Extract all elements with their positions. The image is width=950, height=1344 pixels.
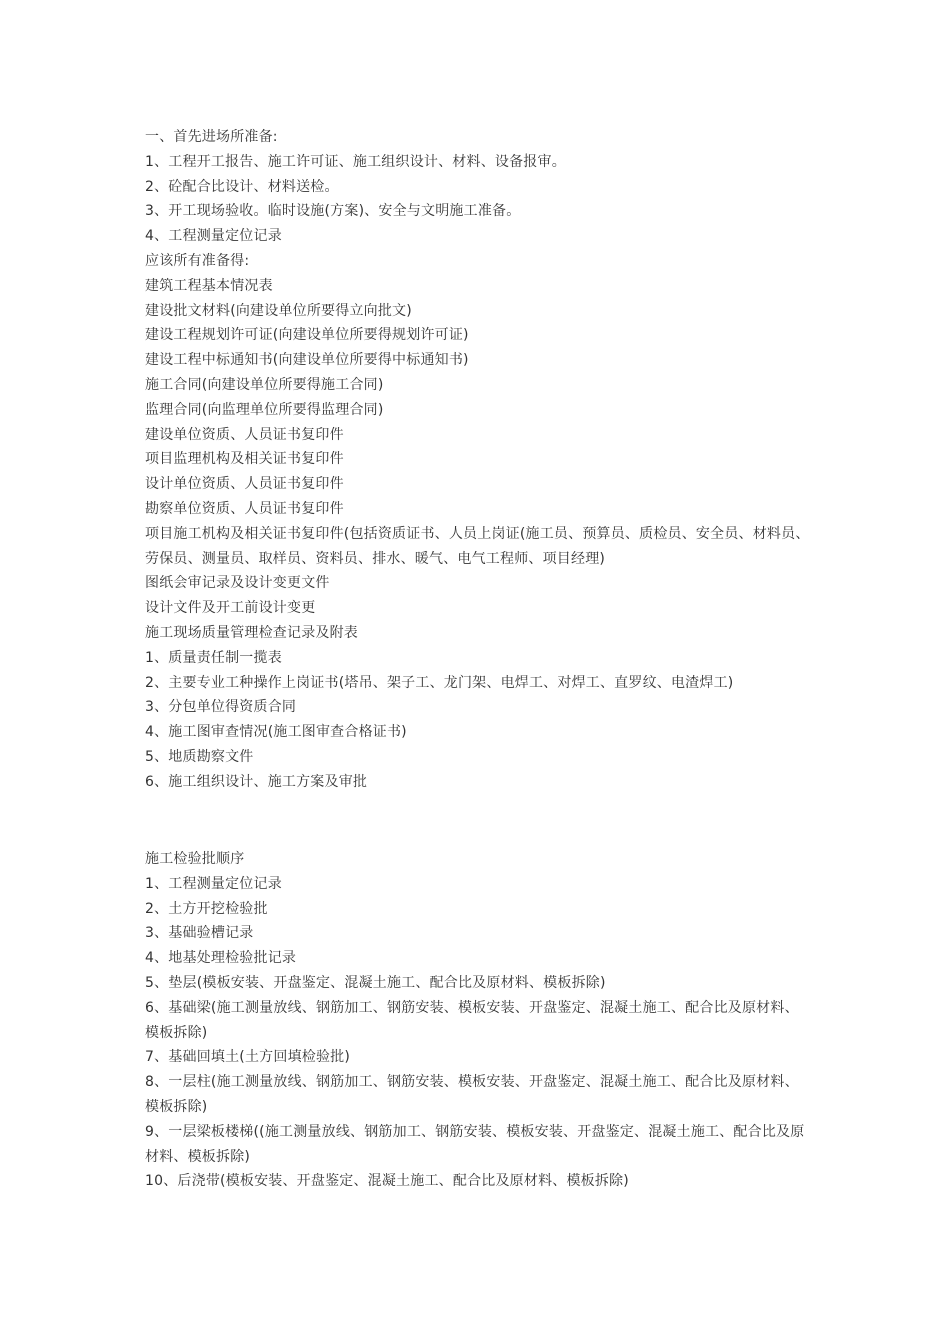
list-item: 2、主要专业工种操作上岗证书(塔吊、架子工、龙门架、电焊工、对焊工、直罗纹、电渣焊工) [145,674,734,691]
list-item: 3、基础验槽记录 [145,925,254,942]
list-item: 勘察单位资质、人员证书复印件 [145,500,344,517]
list-item: 10、后浇带(模板安装、开盘鉴定、混凝土施工、配合比及原材料、模板拆除) [145,1173,629,1190]
subsection-heading: 应该所有准备得: [145,252,250,269]
list-item: 4、工程测量定位记录 [145,228,282,245]
list-item: 8、一层柱(施工测量放线、钢筋加工、钢筋安装、模板安装、开盘鉴定、混凝土施工、配合比及原材料、模板拆除) [145,1074,799,1115]
list-item: 1、工程开工报告、施工许可证、施工组织设计、材料、设备报审。 [145,153,566,170]
list-item: 1、质量责任制一揽表 [145,649,282,666]
subsection-heading: 施工现场质量管理检查记录及附表 [145,624,358,641]
list-item: 2、砼配合比设计、材料送检。 [145,178,339,195]
list-item: 建筑工程基本情况表 [145,277,273,294]
list-item: 4、地基处理检验批记录 [145,950,297,967]
list-item: 设计单位资质、人员证书复印件 [145,476,344,493]
list-item: 建设工程中标通知书(向建设单位所要得中标通知书) [145,352,469,369]
section-heading: 一、首先进场所准备: [145,129,278,145]
section-heading: 施工检验批顺序 [145,851,245,867]
list-item: 建设单位资质、人员证书复印件 [145,426,344,443]
list-item: 监理合同(向监理单位所要得监理合同) [145,401,384,418]
preparation-section [145,125,810,795]
list-item: 3、开工现场验收。临时设施(方案)、安全与文明施工准备。 [145,203,521,220]
list-item: 2、土方开挖检验批 [145,900,268,917]
list-item: 9、一层梁板楼梯((施工测量放线、钢筋加工、钢筋安装、模板安装、开盘鉴定、混凝土施工、配合比及原材料、模板拆除) [145,1123,805,1165]
list-item: 图纸会审记录及设计变更文件 [145,575,330,592]
list-item: 4、施工图审查情况(施工图审查合格证书) [145,724,407,741]
list-item: 6、基础梁(施工测量放线、钢筋加工、钢筋安装、模板安装、开盘鉴定、混凝土施工、配合比及原材料、模板拆除) [145,999,799,1041]
list-item: 3、分包单位得资质合同 [145,699,297,716]
list-item: 7、基础回填土(土方回填检验批) [145,1049,351,1066]
list-item: 5、垫层(模板安装、开盘鉴定、混凝土施工、配合比及原材料、模板拆除) [145,974,606,991]
list-item: 建设工程规划许可证(向建设单位所要得规划许可证) [145,327,469,344]
list-item: 项目施工机构及相关证书复印件(包括资质证书、人员上岗证(施工员、预算员、质检员、安全员、材料员、劳保员、测量员、取样员、资料员、排水、暖气、电气工程师、项目经理) [145,525,810,567]
list-item: 1、工程测量定位记录 [145,875,282,892]
list-item: 5、地质勘察文件 [145,748,254,765]
list-item: 施工合同(向建设单位所要得施工合同) [145,376,384,393]
list-item: 6、施工组织设计、施工方案及审批 [145,773,368,790]
inspection-order-section [145,847,810,1194]
list-item: 设计文件及开工前设计变更 [145,600,316,617]
list-item: 项目监理机构及相关证书复印件 [145,451,344,468]
list-item: 建设批文材料(向建设单位所要得立向批文) [145,302,412,319]
